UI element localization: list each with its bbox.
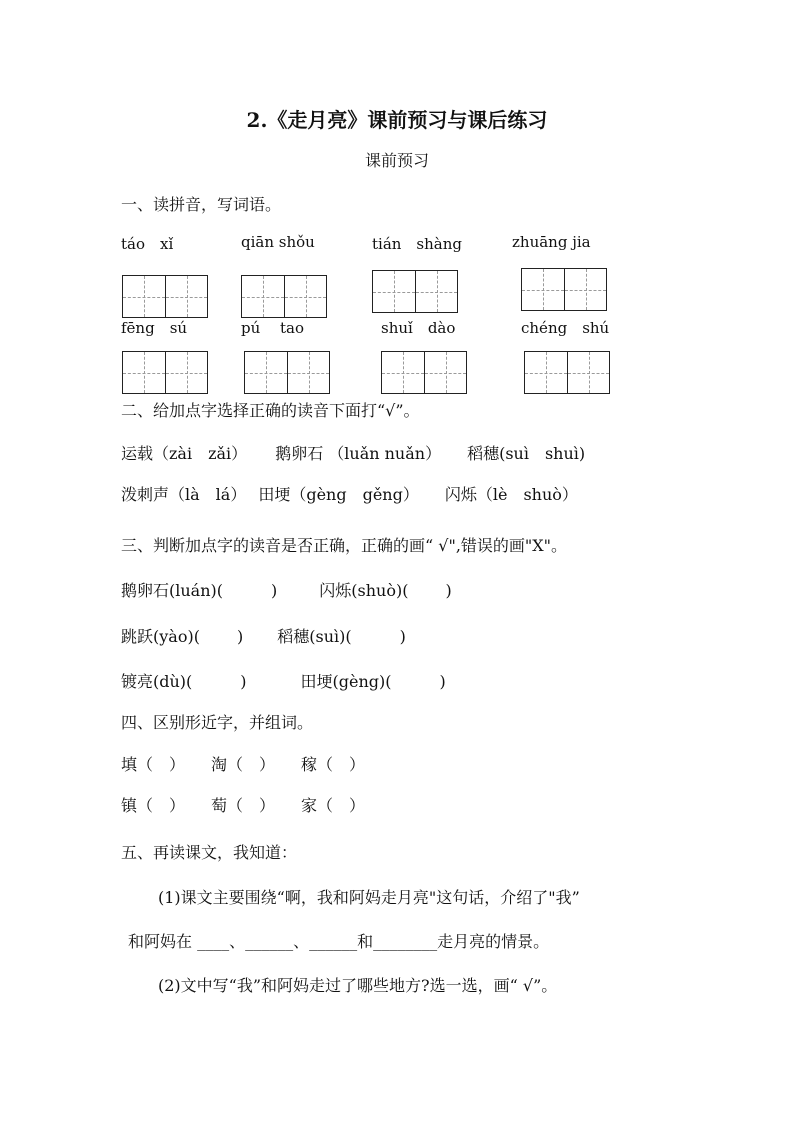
judge-item[interactable]: 跳跃(yào)( ) — [121, 627, 244, 646]
writing-grid-4[interactable] — [521, 268, 607, 311]
judge-item[interactable]: 鹅卵石(luán)( ) — [121, 581, 278, 600]
choice-item[interactable]: 鹅卵石 （luǎn nuǎn） — [275, 444, 442, 463]
section2-line1 — [121, 441, 585, 464]
section4-line2 — [121, 793, 365, 816]
section2-line2 — [121, 482, 578, 505]
char-item[interactable]: 淘（ ） — [211, 755, 276, 774]
section4-line1 — [121, 752, 365, 775]
writing-grid-1[interactable] — [122, 275, 208, 318]
char-item[interactable]: 家（ ） — [301, 796, 366, 815]
question-2: (2)文中写“我”和阿妈走过了哪些地方?选一选，画“ √”。 — [158, 976, 558, 995]
writing-grid-2[interactable] — [241, 275, 327, 318]
pinyin-3: tián shàng — [372, 235, 462, 253]
writing-grid-8[interactable] — [524, 351, 610, 394]
question-1-line1: (1)课文主要围绕“啊，我和阿妈走月亮"这句话，介绍了"我” — [158, 888, 580, 907]
writing-grid-5[interactable] — [122, 351, 208, 394]
judge-item[interactable]: 稻穗(suì)( ) — [277, 627, 406, 646]
section5-heading: 五、再读课文，我知道： — [121, 843, 298, 862]
writing-grid-7[interactable] — [381, 351, 467, 394]
pinyin-1: táo xǐ — [121, 235, 174, 253]
char-item[interactable]: 稼（ ） — [301, 755, 366, 774]
pinyin-8: chéng shú — [521, 319, 610, 337]
choice-item[interactable]: 闪烁（lè shuò） — [444, 485, 578, 504]
section2-heading: 二、给加点字选择正确的读音下面打“√”。 — [121, 401, 420, 420]
section3-line2 — [121, 624, 406, 647]
judge-item[interactable]: 镀亮(dù)( ) — [121, 672, 247, 691]
section3-line3 — [121, 669, 446, 692]
section3-heading: 三、判断加点字的读音是否正确，正确的画“ √",错误的画"X"。 — [121, 536, 568, 555]
writing-grid-6[interactable] — [244, 351, 330, 394]
choice-item[interactable]: 稻穗(suì shuì) — [467, 444, 586, 463]
section4-heading: 四、区别形近字，并组词。 — [121, 713, 314, 732]
choice-item[interactable]: 田埂（gèng gěng） — [258, 485, 419, 504]
judge-item[interactable]: 田埂(gèng)( ) — [300, 672, 446, 691]
char-item[interactable]: 填（ ） — [121, 755, 186, 774]
choice-item[interactable]: 泼刺声（là lá） — [121, 485, 247, 504]
section1-heading: 一、读拼音，写词语。 — [121, 195, 282, 214]
writing-grid-3[interactable] — [372, 270, 458, 313]
page-subtitle: 课前预习 — [364, 151, 429, 170]
pinyin-4: zhuāng jia — [512, 233, 591, 251]
pinyin-6: pú tao — [241, 319, 305, 337]
char-item[interactable]: 萄（ ） — [211, 796, 276, 815]
pinyin-2: qiān shǒu — [241, 233, 315, 251]
pinyin-7: shuǐ dào — [381, 319, 456, 337]
pinyin-5: fēng sú — [121, 319, 188, 337]
question-1-line2[interactable]: 和阿妈在 ____、______、______和________走月亮的情景。 — [128, 932, 550, 951]
choice-item[interactable]: 运载（zài zǎi） — [121, 444, 248, 463]
page-title: 2.《走月亮》课前预习与课后练习 — [246, 108, 548, 132]
char-item[interactable]: 镇（ ） — [121, 796, 186, 815]
judge-item[interactable]: 闪烁(shuò)( ) — [319, 581, 452, 600]
section3-line1 — [121, 578, 452, 601]
